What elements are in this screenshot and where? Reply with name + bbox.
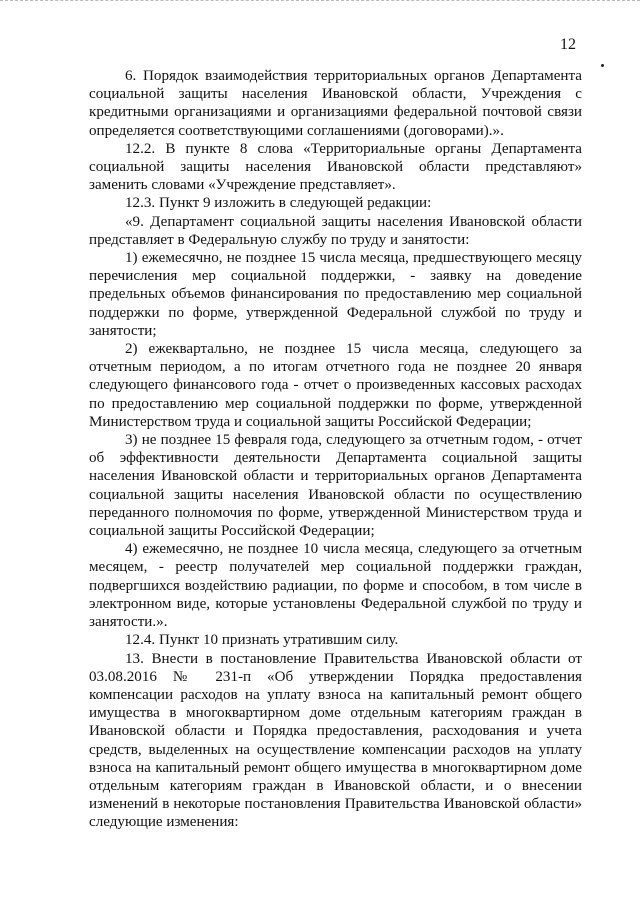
- document-body: [89, 67, 582, 832]
- paragraph-9-intro: «9. Департамент социальной защиты населения Ивановской области представляет в Федеральную службу по труду и занятости:: [89, 213, 582, 248]
- scan-top-edge: [0, 0, 640, 5]
- paragraph-13: 13. Внести в постановление Правительства Ивановской области от 03.08.2016 № 231-п «Об утверждении Порядка предоставления компенсации расходов на уплату взноса на капитальный ремонт общего имущества в многоквартирном доме отдельным категориям граждан в Ивановской области и Порядка предоставления, расходования и учета средств, выделенных на осуществление компенсации расходов на уплату взноса на капитальный ремонт общего имущества в многоквартирном доме отдельным категориям граждан в Ивановской области, и о внесении изменений в некоторые постановления Правительства Ивановской области» следующие изменения:: [89, 650, 582, 831]
- paragraph-12-2: 12.2. В пункте 8 слова «Территориальные органы Департамента социальной защиты населения Ивановской области представляют» заменить словами «Учреждение представляет».: [89, 140, 582, 194]
- list-item-1: 1) ежемесячно, не позднее 15 числа месяца, предшествующего месяцу перечисления мер социальной поддержки, - заявку на доведение предельных объемов финансирования по предоставлению мер социальной поддержки по форме, утвержденной Федеральной службой по труду и занятости;: [89, 250, 582, 339]
- paragraph-6-interaction-order: 6. Порядок взаимодействия территориальных органов Департамента социальной защиты населения Ивановской области, Учреждения с кредитными организациями и организациями федеральной почтовой связи определяется соответствующими соглашениями (договорами).».: [89, 68, 582, 139]
- list-item-2: 2) ежеквартально, не позднее 15 числа месяца, следующего за отчетным периодом, а по итогам отчетного года не позднее 20 января следующего финансового года - отчет о произведенных кассовых расходах по предоставлению мер социальной поддержки по форме, утвержденной Министерством труда и социальной защиты Российской Федерации;: [89, 341, 582, 430]
- paragraph-12-3: 12.3. Пункт 9 изложить в следующей редакции:: [125, 195, 432, 212]
- list-item-4: 4) ежемесячно, не позднее 10 числа месяца, следующего за отчетным месяцем, - реестр получателей мер социальной поддержки граждан, подвергшихся воздействию радиации, по форме и способом, в том числе в электронном виде, которые установлены Федеральной службой по труду и занятости.».: [89, 541, 582, 631]
- list-item-3: 3) не позднее 15 февраля года, следующего за отчетным годом, - отчет об эффективности деятельности Департамента социальной защиты населения Ивановской области и территориальных органов Департамента социальной защиты населения Ивановской области по осуществлению переданного полномочия по форме, утвержденной Министерством труда и социальной защиты Российской Федерации;: [89, 432, 582, 540]
- page-number: 12: [560, 36, 576, 53]
- scan-speck: [601, 64, 604, 67]
- paragraph-12-4: 12.4. Пункт 10 признать утратившим силу.: [125, 632, 399, 649]
